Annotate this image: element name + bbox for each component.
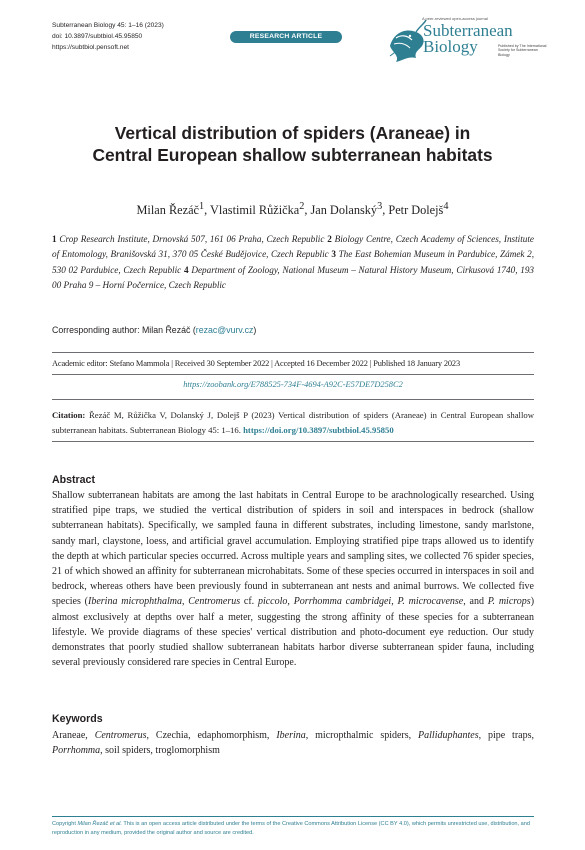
keyword-part: , soil spiders, troglomorphism <box>100 745 220 757</box>
copyright-text: This is an open access article distributed under the terms of the Creative Commons Attribution License (CC BY 4.0), which permits unrestricted use, distribution, and reproduction in any medium, provided the original author and source are credited. <box>52 821 530 836</box>
abstract-part: Shallow subterranean habitats are among the last habitats in Central Europe to be arachnologically researched. Using stratified pipe traps, we studied the vertical distribution of spiders in soil and interspaces in bedrock (shallow subterranean habitats). Specifically, we sampled fauna in different substrates, including limestone, sandy marlstone, sandy marl, claystone, loess, and artificial gravel accumulation. Employing stratified pipe traps allowed us to identify the depth at which particular species occurred. Across multiple years and sampling sites, we collected 76 spider species, 21 of which showed an affinity for subterranean microhabitats. Some of these species occurred in interspaces in soil and bedrock, whereas others have been previously found in subterranean ant nests and animal burrows. We collected five species ( <box>52 490 534 608</box>
author-list: Milan Řezáč$^1$, Vlastimil Růžička$^2$, Jan Dolanský$^3$, Petr Dolejš$^4$ <box>136 201 449 218</box>
journal-url-link[interactable]: https://subtbiol.pensoft.net <box>52 44 129 51</box>
copyright-footer <box>52 820 534 838</box>
copyright-prefix: Copyright <box>52 821 78 827</box>
affiliation-number: 2 <box>327 234 332 244</box>
divider <box>52 374 534 375</box>
keyword-part: , pipe traps, <box>478 730 534 741</box>
affiliations <box>52 232 534 293</box>
abstract-heading: Abstract <box>52 474 95 486</box>
abstract-part: ) almost exclusively at depths over half a meter, suggesting the strong affinity of these species for a subterranean lifestyle. We provide diagrams of these species' vertical distribution and photo-document eye reduction. Our study demonstrates that poorly studied shallow subterranean habitats harbor diverse subterranean spider fauna, including several previously considered rare species in Central Europe. <box>52 596 535 669</box>
divider <box>52 399 534 400</box>
keyword-italic: Iberina <box>276 730 306 741</box>
affiliation-number: 4 <box>183 264 189 275</box>
logo-word-biology: Biology <box>423 37 478 56</box>
abstract-text <box>52 488 534 670</box>
journal-header <box>52 20 164 53</box>
species-name: piccolo <box>257 596 288 608</box>
author-name: Jan Dolanský <box>310 203 378 218</box>
keyword-part: Araneae, <box>52 730 95 741</box>
abstract-part: , <box>391 596 398 608</box>
keywords-heading: Keywords <box>52 713 103 725</box>
doi-line: doi: 10.3897/subtbiol.45.95850 <box>52 33 143 40</box>
copyright-holder: Milan Řezáč et al. <box>77 821 122 827</box>
affiliation-text: The East Bohemian Museum in Pardubice, Zámek 2, 530 02 Pardubice, Czech Republic <box>52 249 535 275</box>
divider <box>52 352 534 353</box>
author-affil-number: 4 <box>443 201 449 212</box>
species-name: Centromerus <box>188 596 241 608</box>
title-line-1: Vertical distribution of spiders (Araneae) in <box>114 123 471 143</box>
keyword-part: , Czechia, edaphomorphism, <box>146 730 277 741</box>
abstract-part: , <box>287 596 294 608</box>
article-title <box>40 122 545 166</box>
keyword-part: , micropthalmic spiders, <box>305 730 419 741</box>
journal-volume-line: Subterranean Biology 45: 1–16 (2023) <box>52 22 164 29</box>
species-name: Porrhomma cambridgei <box>293 596 392 608</box>
logo-publisher-note: Published by The International Society for Subterranean Biology <box>498 44 547 57</box>
citation-block <box>52 408 534 437</box>
citation-label: Citation: <box>52 410 86 420</box>
article-type-badge: RESEARCH ARTICLE <box>230 31 342 43</box>
zoobank-link[interactable]: https://zoobank.org/E788525-734F-4694-A92C-E57DE7D258C2 <box>183 380 403 389</box>
citation-text: Řezáč M, Růžička V, Dolanský J, Dolejš P (2023) Vertical distribution of spiders (Araneae) in Central European shallow subterranean habitats. Subterranean Biology 45: 1–16. <box>52 410 534 435</box>
logo-word-subterranean: Subterranean <box>423 21 513 40</box>
author-affil-number: 1 <box>198 201 205 212</box>
divider <box>52 441 534 442</box>
footer-divider <box>52 816 534 817</box>
species-name: Iberina microphthalma <box>88 596 182 608</box>
abstract-part: cf. <box>240 596 258 608</box>
affiliation-text: Crop Research Institute, Drnovská 507, 161 06 Praha, Czech Republic <box>59 234 325 244</box>
keyword-italic: Centromerus <box>94 730 147 741</box>
affiliation-number: 1 <box>52 234 57 244</box>
keyword-italic: Porrhomma <box>52 745 101 757</box>
citation-doi-link[interactable]: https://doi.org/10.3897/subtbiol.45.95850 <box>243 424 394 435</box>
author-affil-number: 3 <box>377 201 383 212</box>
author-name: Milan Řezáč <box>136 203 199 218</box>
species-name: P. microcavense <box>397 596 464 608</box>
title-line-2: Central European shallow subterranean habitats <box>92 145 493 165</box>
corresponding-email-link[interactable]: rezac@vurv.cz <box>195 325 254 335</box>
author-name: Petr Dolejš <box>388 203 444 218</box>
corresponding-label: Corresponding author: Milan Řezáč ( <box>52 325 196 335</box>
author-name: Vlastimil Růžička <box>210 203 300 218</box>
affiliation-number: 3 <box>331 249 336 260</box>
abstract-part: , <box>181 596 189 608</box>
affiliation-text: Biology Centre, Czech Academy of Sciences, Institute of Entomology, Branišovská 31, 370 05 České Budějovice, Czech Republic <box>52 234 535 260</box>
corresponding-author <box>52 325 256 335</box>
logo-tagline: A peer-reviewed open-access journal <box>422 16 488 21</box>
keyword-italic: Palliduphantes <box>418 730 479 741</box>
author-affil-number: 2 <box>299 201 305 212</box>
species-name: P. microps <box>487 596 531 608</box>
keywords-text <box>52 728 534 758</box>
editorial-dates-line: Academic editor: Stefano Mammola | Received 30 September 2022 | Accepted 16 December 2022 | Published 18 January 2023 <box>52 359 460 368</box>
abstract-part: , and <box>463 596 488 608</box>
corresponding-close: ) <box>253 325 257 335</box>
affiliation-text: Department of Zoology, National Museum – Natural History Museum, Cirkusová 1740, 193 00 Praha 9 – Horní Počernice, Czech Republic <box>52 264 535 290</box>
